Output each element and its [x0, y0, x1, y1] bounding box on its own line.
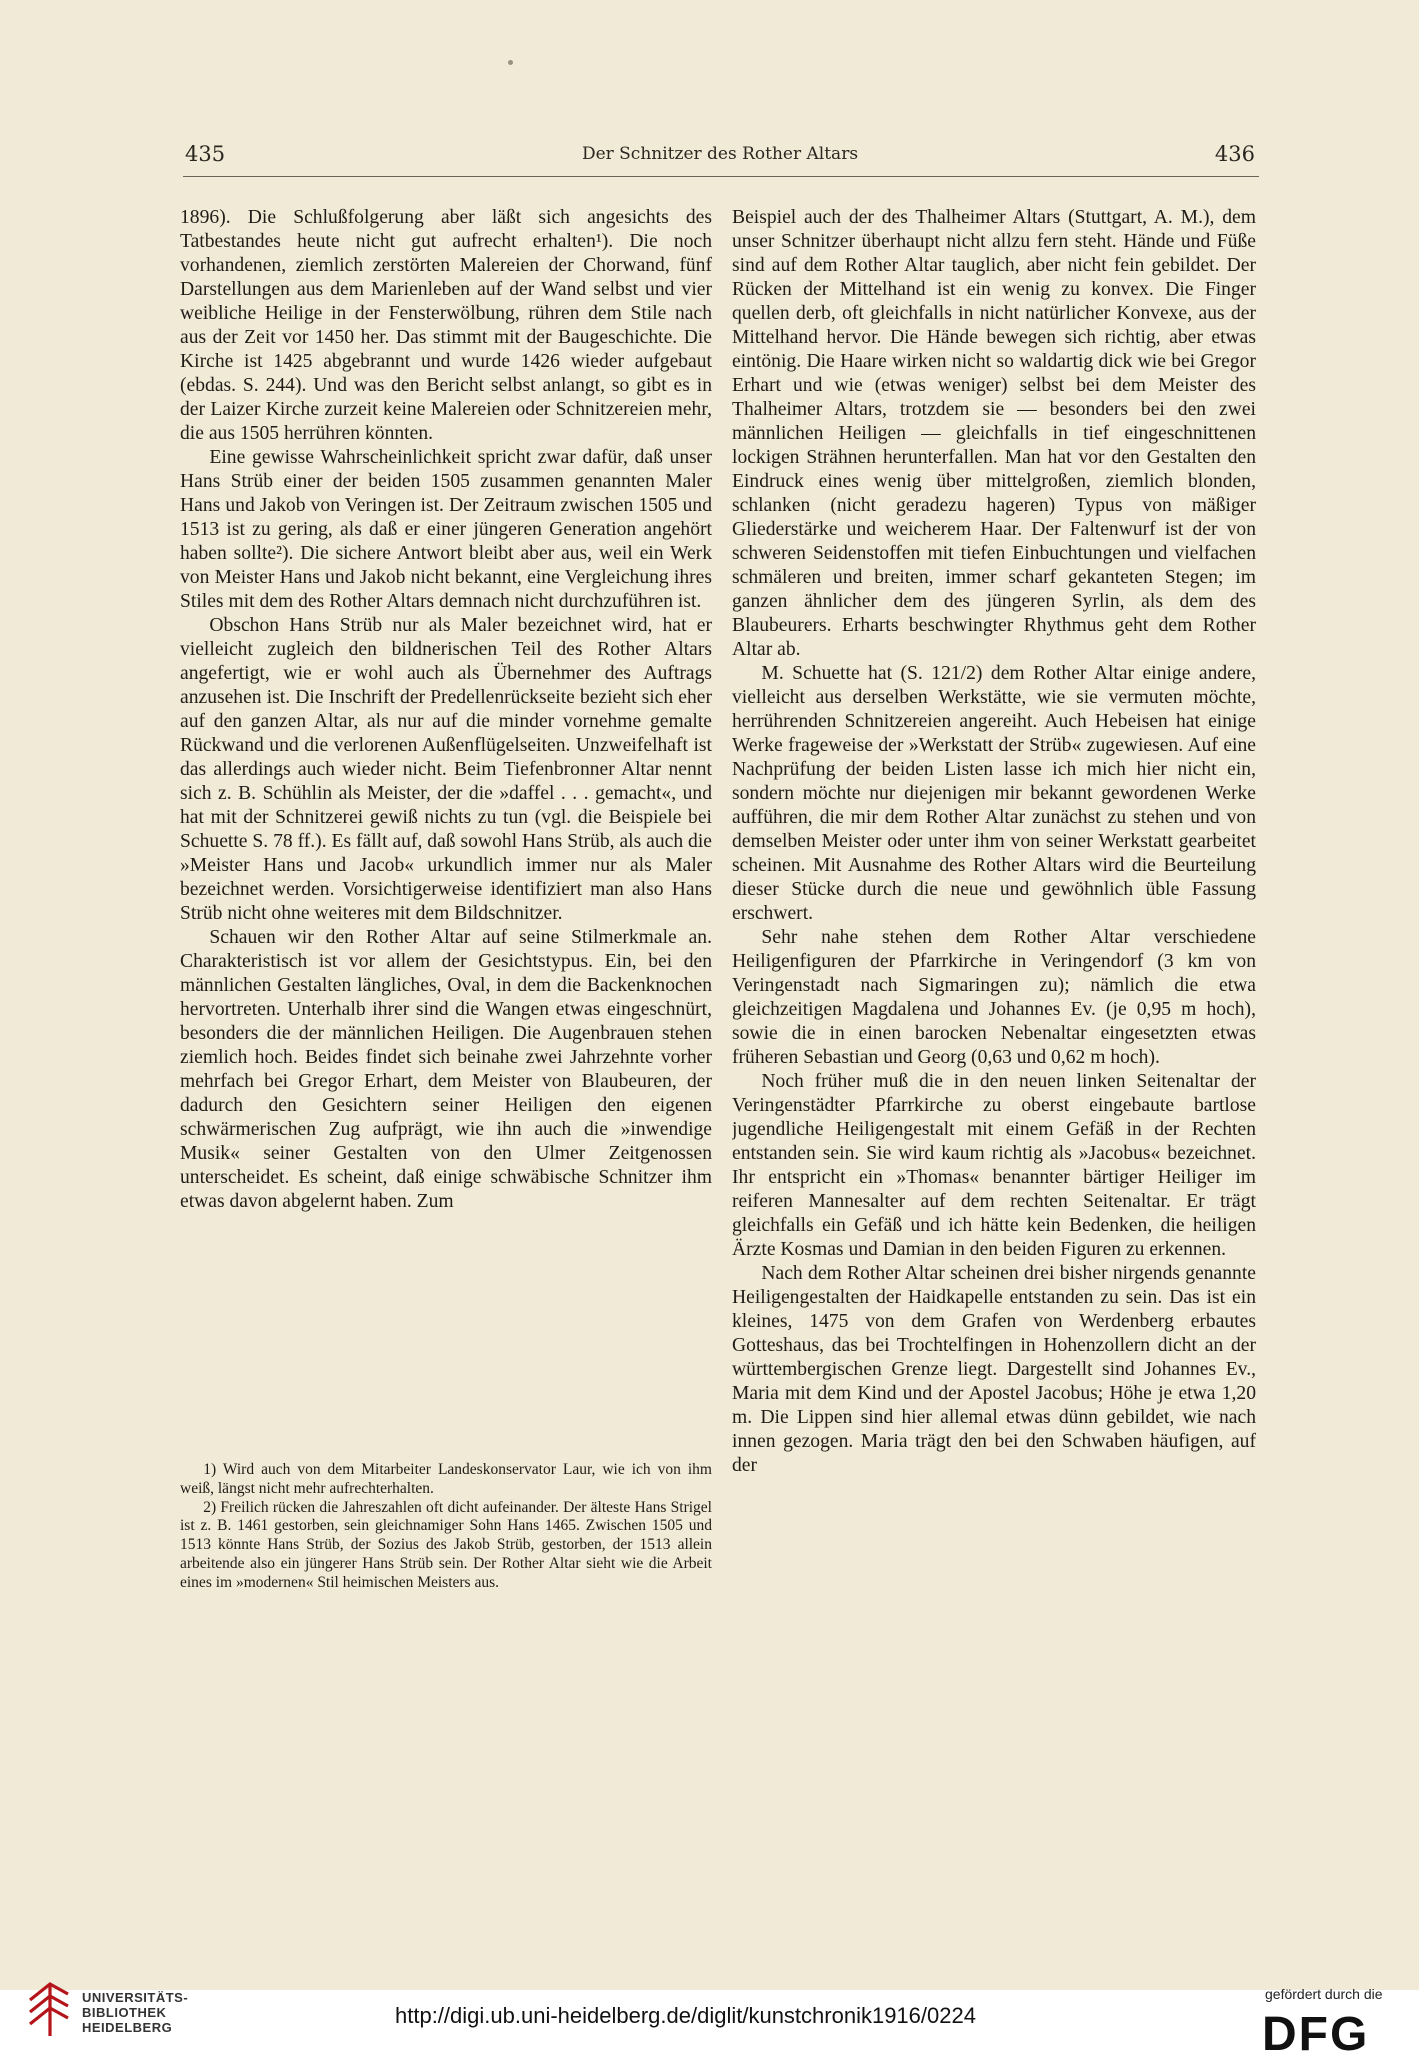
library-name[interactable] [82, 1990, 188, 2035]
library-logo-icon[interactable] [26, 1980, 72, 2040]
page-number-right: 436 [1214, 142, 1255, 166]
running-header [185, 142, 1255, 178]
scan-speck [508, 60, 513, 65]
library-name-line: HEIDELBERG [82, 2020, 173, 2035]
paragraph: Eine gewisse Wahrscheinlichkeit spricht zwar dafür, daß unser Hans Strüb einer der beiden 1505 zusammen genannten Maler Hans und Jakob von Veringen ist. Der Zeitraum zwischen 1505 und 1513 ist zu gering, als daß er einer jüngeren Generation angehört haben sollte²). Die sichere Antwort bleibt aber aus, weil ein Werk von Meister Hans und Jakob nicht bekannt, eine Vergleichung ihres Stiles mit dem des Rother Altars demnach nicht durchzuführen ist. [180, 447, 712, 612]
library-name-line: UNIVERSITÄTS- [82, 1990, 189, 2005]
left-column [180, 206, 712, 1416]
paragraph: Sehr nahe stehen dem Rother Altar verschiedene Heiligenfiguren der Pfarrkirche in Veringendorf (3 km von Veringenstadt nach Sigmaringen zu); nämlich die etwa gleichzeitigen Magdalena und Johannes Ev. (je 0,95 m hoch), sowie die in einen barocken Nebenaltar eingesetzten etwas früheren Sebastian und Georg (0,63 und 0,62 m hoch). [732, 927, 1256, 1068]
paragraph: Obschon Hans Strüb nur als Maler bezeichnet wird, hat er vielleicht zugleich den bildnerischen Teil des Rother Altars angefertigt, wie er wohl auch als Übernehmer des Auftrags anzusehen ist. Die Inschrift der Predellenrückseite bezieht sich eher auf den ganzen Altar, als nur auf die minder vornehme gemalte Rückwand und die verlorenen Außenflügelseiten. Unzweifelhaft ist das allerdings auch wieder nicht. Beim Tiefenbronner Altar nennt sich z. B. Schühlin als Meister, der die »daffel . . . gemacht«, und hat mit der Schnitzerei gewiß nichts zu tun (vgl. die Beispiele bei Schuette S. 78 ff.). Es fällt auf, daß sowohl Hans Strüb, als auch die »Meister Hans und Jacob« urkundlich immer nur als Maler bezeichnet werden. Vorsichtigerweise identifiziert man also Hans Strüb nicht ohne weiteres mit dem Bildschnitzer. [180, 615, 712, 924]
paragraph: 1896). Die Schlußfolgerung aber läßt sich angesichts des Tatbestandes heute nicht gut aufrecht erhalten¹). Die noch vorhandenen, ziemlich zerstörten Malereien der Chorwand, fünf Darstellungen aus dem Marienleben auf der Wand selbst und vier weibliche Heilige in der Fensterwölbung, rühren dem Stile nach aus der Zeit vor 1450 her. Das stimmt mit der Baugeschichte. Die Kirche ist 1425 abgebrannt und wurde 1426 wieder aufgebaut (ebdas. S. 244). Und was den Bericht selbst anlangt, so gibt es in der Laizer Kirche zurzeit keine Malereien oder Schnitzereien mehr, die aus 1505 herrühren könnten. [180, 207, 712, 444]
paragraph: M. Schuette hat (S. 121/2) dem Rother Altar einige andere, vielleicht aus derselben Werkstätte, wie sie vermuten möchte, herrührenden Schnitzereien angereiht. Auch Hebeisen hat einige Werke frageweise der »Werkstatt der Strüb« zugewiesen. Auf eine Nachprüfung der beiden Listen lasse ich mich hier nicht ein, sondern möchte nur diejenigen mir bekannt gewordenen Werke aufführen, die mir dem Rother Altar zunächst zu stehen und von demselben Meister oder unter ihm von seiner Werkstatt gearbeitet scheinen. Mit Ausnahme des Rother Altars wird die Beurteilung dieser Stücke durch die neue und gewöhnlich üble Fassung erschwert. [732, 663, 1256, 924]
paragraph: Noch früher muß die in den neuen linken Seitenaltar der Veringenstädter Pfarrkirche zu oberst eingebaute bartlose jugendliche Heiligengestalt mit einem Gefäß in der Rechten entstanden sein. Sie wird kaum richtig als »Jacobus« bezeichnet. Ihr entspricht ein »Thomas« benannter bärtiger Heiliger im reiferen Mannesalter auf dem rechten Seitenaltar. Er trägt gleichfalls ein Gefäß und ich hätte kein Bedenken, die heiligen Ärzte Kosmas und Damian in den beiden Figuren zu erkennen. [732, 1071, 1256, 1260]
paragraph: Beispiel auch der des Thalheimer Altars (Stuttgart, A. M.), dem unser Schnitzer überhaupt nicht allzu fern steht. Hände und Füße sind auf dem Rother Altar tauglich, aber nicht fein gebildet. Der Rücken der Mittelhand ist ein wenig zu konvex. Die Finger quellen derb, oft gleichfalls in nicht natürlicher Konvexe, aus der Mittelhand hervor. Die Hände bewegen sich richtig, aber etwas eintönig. Die Haare wirken nicht so waldartig dick wie bei Gregor Erhart und wie (etwas weniger) selbst bei dem Meister des Thalheimer Altars, trotzdem sie — besonders bei den zwei männlichen Heiligen — gleichfalls in tief eingeschnittenen lockigen Strähnen herunterfallen. Man hat vor den Gestalten den Eindruck eines wenig über mittelgroßen, ziemlich blonden, schlanken (nicht geradezu hageren) Typus von mäßiger Gliederstärke und weicherem Haar. Der Faltenwurf ist der von schweren Seidenstoffen mit tiefen Einbuchtungen und vielfachen schmäleren und breiten, immer scharf gekanteten Stegen; im ganzen ähnlicher dem des jüngeren Syrlin, als dem des Blaubeurers. Erharts beschwingter Rhythmus geht dem Rother Altar ab. [732, 207, 1256, 660]
header-rule [183, 176, 1259, 177]
footnote-2: 2) Freilich rücken die Jahreszahlen oft dicht aufeinander. Der älteste Hans Strigel ist z. B. 1461 gestorben, sein gleichnamiger Sohn Hans 1465. Zwischen 1505 und 1513 könnte Hans Strüb, der Sozius des Jakob Strüb, gestorben, der 1513 allein arbeitende also ein jüngerer Hans Strüb sein. Der Rother Altar sieht wie die Arbeit eines im »modernen« Stil heimischen Meisters aus. [180, 1498, 712, 1591]
page-number-left: 435 [185, 142, 226, 166]
running-title: Der Schnitzer des Rother Altars [581, 144, 859, 164]
paragraph: Schauen wir den Rother Altar auf seine Stilmerkmale an. Charakteristisch ist vor allem der Gesichtstypus. Ein, bei den männlichen Gestalten längliches, Oval, in dem die Backenknochen hervortreten. Unterhalb ihrer sind die Wangen etwas eingeschnürt, besonders die der männlichen Heiligen. Die Augenbrauen stehen ziemlich hoch. Beides findet sich beinahe zwei Jahrzehnte vorher mehrfach bei Gregor Erhart, dem Meister von Blaubeuren, der dadurch den Gesichtern seiner Heiligen den eigenen schwärmerischen Zug aufprägt, wie ihn auch die »inwendige Musik« seiner Gestalten von den Ulmer Zeitgenossen unterscheidet. Es scheint, daß einige schwäbische Schnitzer ihm etwas davon abgelernt haben. Zum [180, 927, 712, 1212]
support-text: gefördert durch die [1265, 1986, 1383, 2002]
library-name-line: BIBLIOTHEK [82, 2005, 167, 2020]
paragraph: Nach dem Rother Altar scheinen drei bisher nirgends genannte Heiligengestalten der Haidkapelle entstanden zu sein. Das ist ein kleines, 1475 von dem Grafen von Werdenberg erbautes Gotteshaus, das bei Trochtelfingen in Hohenzollern dicht an der württembergischen Grenze liegt. Dargestellt sind Johannes Ev., Maria mit dem Kind und der Apostel Jacobus; Höhe je etwa 1,20 m. Die Lippen sind hier allemal etwas dünn gebildet, wie nach innen gezogen. Maria trägt den bei den Schwaben häufigen, auf der [732, 1263, 1256, 1476]
footnote-1: 1) Wird auch von dem Mitarbeiter Landeskonservator Laur, wie ich von ihm weiß, längst nicht mehr aufrechterhalten. [180, 1461, 712, 1497]
dfg-logo[interactable]: DFG [1262, 2008, 1370, 2061]
permalink-url[interactable]: http://digi.ub.uni-heidelberg.de/diglit/kunstchronik1916/0224 [395, 2003, 976, 2028]
footnotes [180, 1461, 712, 1593]
right-column [732, 206, 1256, 1686]
